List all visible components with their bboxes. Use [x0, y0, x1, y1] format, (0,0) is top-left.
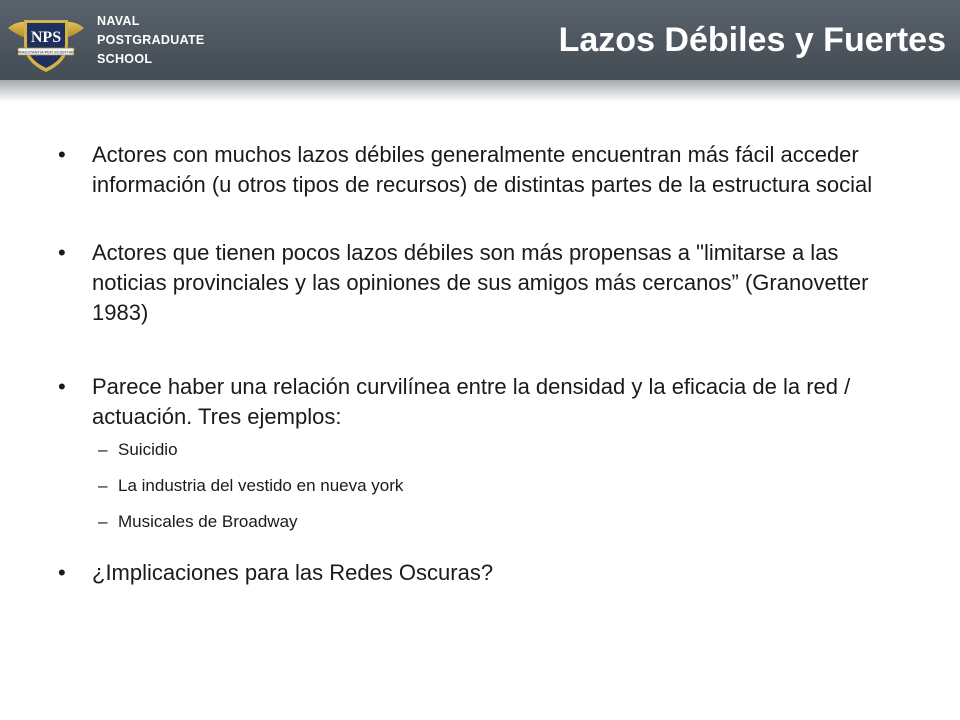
- slide-body: [58, 140, 918, 588]
- bullet-item: [58, 238, 918, 328]
- sub-item: [58, 504, 918, 540]
- bullet-text: Actores con muchos lazos débiles generalmente encuentran más fácil acceder información (u otros tipos de recursos) de distintas partes de la estructura social: [92, 142, 873, 197]
- school-name-line: SCHOOL: [97, 52, 153, 66]
- bullet-symbol: •: [58, 240, 66, 265]
- bullet-text: Parece haber una relación curvilínea entre la densidad y la eficacia de la red / actuación. Tres ejemplos:: [92, 374, 851, 429]
- sub-text: Musicales de Broadway: [118, 512, 298, 531]
- sub-list: [58, 432, 918, 540]
- header-bar: [0, 0, 960, 80]
- nps-seal-logo: [6, 8, 86, 74]
- bullet-item: [58, 140, 918, 200]
- school-name-line: NAVAL: [97, 14, 140, 28]
- bullet-text: ¿Implicaciones para las Redes Oscuras?: [92, 560, 494, 585]
- logo-letters: NPS: [30, 29, 62, 46]
- bullet-text: Actores que tienen pocos lazos débiles son más propensas a "limitarse a las noticias provinciales y las opiniones de sus amigos más cercanos” (Granovetter 1983): [92, 240, 869, 325]
- school-name: [97, 12, 205, 69]
- bullet-symbol: •: [58, 142, 66, 167]
- header-shadow: [0, 80, 960, 102]
- sub-text: Suicidio: [118, 440, 178, 459]
- bullet-symbol: •: [58, 560, 66, 585]
- school-name-line: POSTGRADUATE: [97, 33, 205, 47]
- sub-item: [58, 468, 918, 504]
- sub-text: La industria del vestido en nueva york: [118, 476, 404, 495]
- bullet-item: [58, 372, 918, 432]
- bullet-item: [58, 558, 918, 588]
- logo-banner-text: PRAESTANTIA PER SCIENTIAM: [16, 49, 76, 55]
- bullet-symbol: •: [58, 374, 66, 399]
- slide-title: Lazos Débiles y Fuertes: [558, 21, 946, 59]
- sub-dash: –: [98, 512, 108, 531]
- sub-dash: –: [98, 440, 108, 459]
- sub-item: [58, 432, 918, 468]
- sub-dash: –: [98, 476, 108, 495]
